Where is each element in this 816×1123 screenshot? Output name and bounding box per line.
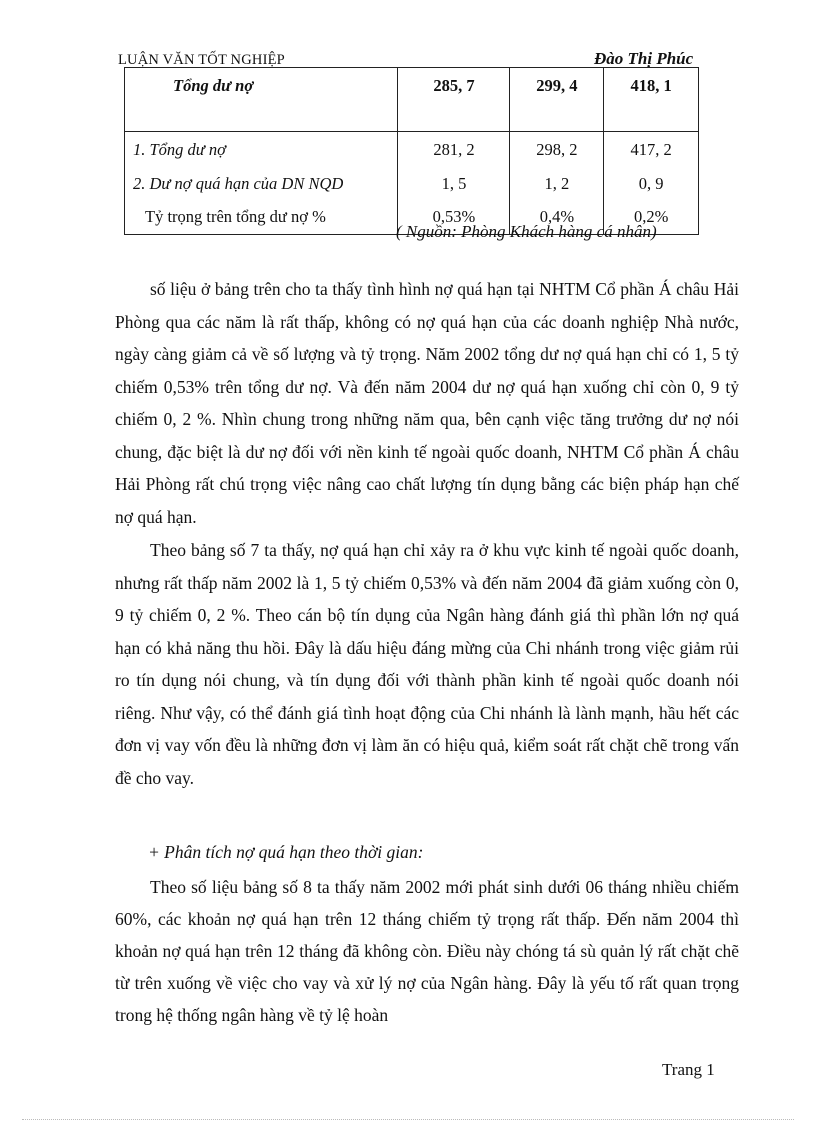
header-author: Đào Thị Phúc <box>594 49 694 68</box>
table-source-note: ( Nguồn: Phòng Khách hàng cá nhân) <box>396 222 657 241</box>
table-cell: 298, 2 <box>510 132 604 169</box>
table-row <box>125 168 699 200</box>
overdue-debt-table <box>124 67 699 235</box>
section-subheading: + Phân tích nợ quá hạn theo thời gian: <box>148 842 424 862</box>
table-cell: 1, 2 <box>510 168 604 200</box>
table-cell: 0,53% <box>398 200 510 235</box>
table-cell: 0,4% <box>510 200 604 235</box>
table-row <box>125 68 699 132</box>
table-cell: 1, 5 <box>398 168 510 200</box>
table-cell: 417, 2 <box>604 132 699 169</box>
paragraph-1: số liệu ở bảng trên cho ta thấy tình hình nợ quá hạn tại NHTM Cổ phần Á châu Hải Phòng qua các năm là rất thấp, không có nợ quá hạn của các doanh nghiệp Nhà nước, ngày càng giảm cả về số lượng và tỷ trọng. Năm 2002 tổng dư nợ quá hạn chỉ có 1, 5 tỷ chiếm 0,53% trên tổng dư nợ. Và đến năm 2004 dư nợ quá hạn xuống chỉ còn 0, 9 tỷ chiếm 0, 2 %. Nhìn chung trong những năm qua, bên cạnh việc tăng trưởng dư nợ nói chung, đặc biệt là dư nợ đối với nền kinh tế ngoài quốc doanh, NHTM Cổ phần Á châu Hải Phòng rất chú trọng việc nâng cao chất lượng tín dụng bằng các biện pháp hạn chế nợ quá hạn. <box>115 279 739 527</box>
table-row <box>125 132 699 169</box>
paragraph-2: Theo bảng số 7 ta thấy, nợ quá hạn chỉ xảy ra ở khu vực kinh tế ngoài quốc doanh, nhưng rất thấp năm 2002 là 1, 5 tỷ chiếm 0,53% và đến năm 2004 đã giảm xuống còn 0, 9 tỷ chiếm 0, 2 %. Theo cán bộ tín dụng của Ngân hàng đánh giá thì phần lớn nợ quá hạn có khả năng thu hồi. Đây là dấu hiệu đáng mừng của Chi nhánh trong việc giảm rủi ro tín dụng nói chung, và tín dụng đối với thành phần kinh tế ngoài quốc doanh nói riêng. Như vậy, có thể đánh giá tình hoạt động của Chi nhánh là lành mạnh, hầu hết các đơn vị vay vốn đều là những đơn vị làm ăn có hiệu quả, kiểm soát rất chặt chẽ trong vấn đề cho vay. <box>115 540 739 788</box>
table-cell-label: Tỷ trọng trên tổng dư nợ % <box>125 200 398 235</box>
table-cell: 418, 1 <box>604 68 699 132</box>
page-bottom-divider <box>22 1119 794 1120</box>
table-cell: 0,2% <box>604 200 699 235</box>
paragraph-3: Theo số liệu bảng số 8 ta thấy năm 2002 mới phát sinh dưới 06 tháng nhiều chiếm 60%, các khoản nợ quá hạn trên 12 tháng chiếm tỷ trọng rất thấp. Đến năm 2004 thì khoản nợ quá hạn trên 12 tháng đã không còn. Điều này chóng tá sù quản lý rất chặt chẽ từ trên xuống về việc cho vay và xử lý nợ của Ngân hàng. Đây là yếu tố rất quan trọng trong hệ thống ngân hàng về tỷ lệ hoàn <box>115 877 739 1025</box>
table-cell: 299, 4 <box>510 68 604 132</box>
table-cell-label: Tổng dư nợ <box>125 68 398 132</box>
table-cell-label: 2. Dư nợ quá hạn của DN NQD <box>125 168 398 200</box>
table-cell: 285, 7 <box>398 68 510 132</box>
page-number: Trang 1 <box>662 1060 715 1079</box>
table-cell-label: 1. Tổng dư nợ <box>125 132 398 169</box>
table-cell: 281, 2 <box>398 132 510 169</box>
header-title: LUẬN VĂN TỐT NGHIỆP <box>118 52 285 68</box>
table-cell: 0, 9 <box>604 168 699 200</box>
